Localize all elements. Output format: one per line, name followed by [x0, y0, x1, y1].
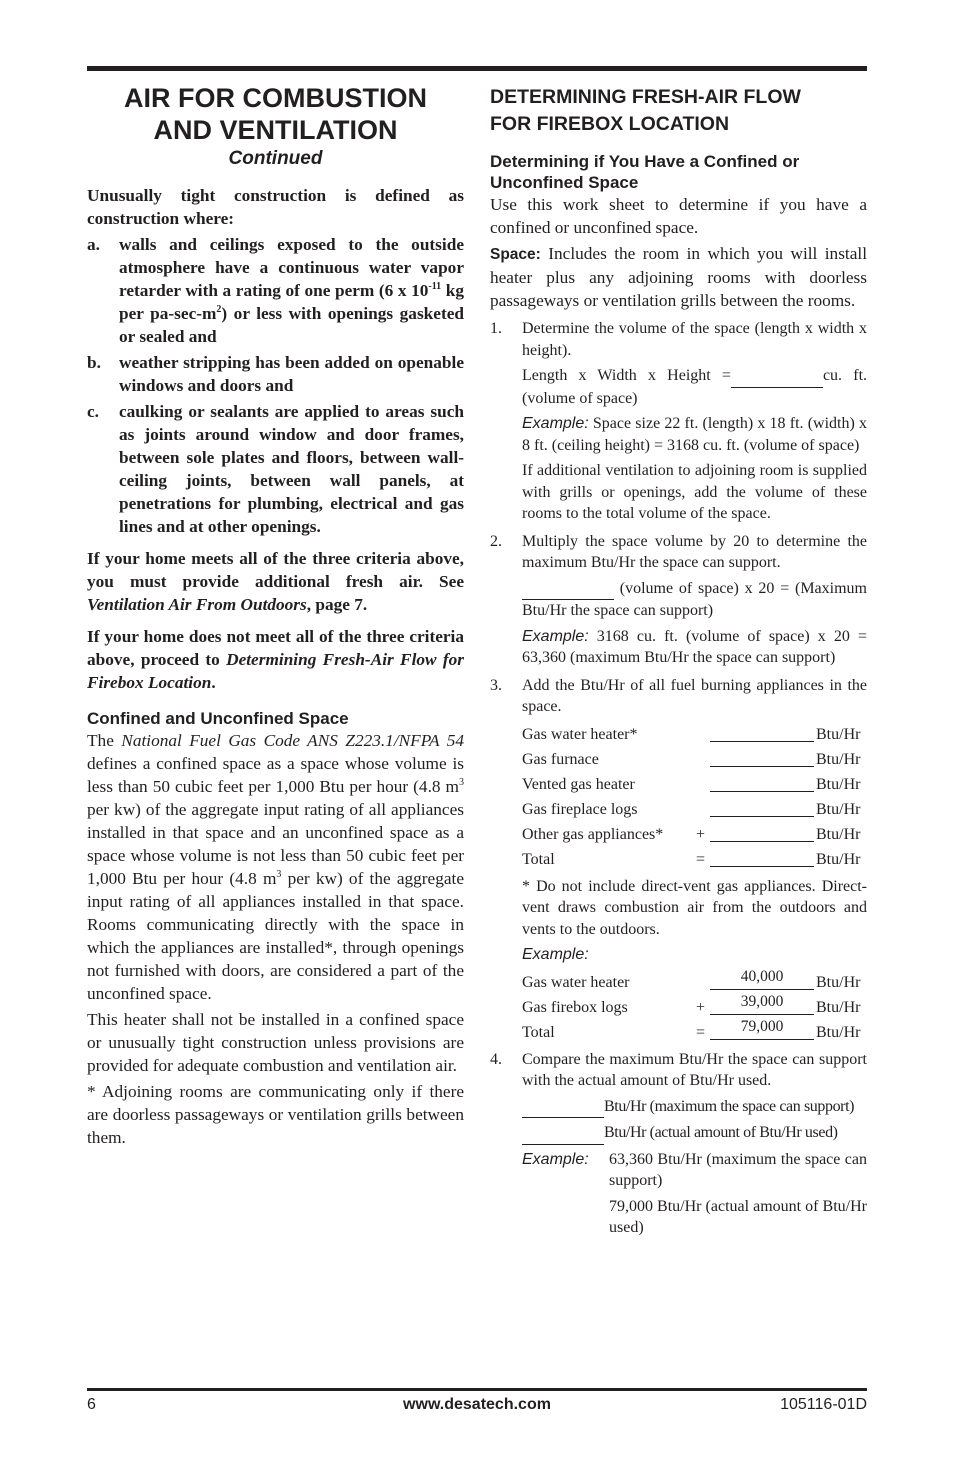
btu-value [710, 967, 814, 990]
step-text: Multiply the space volume by 20 to determine the maximum Btu/Hr the space can support. [522, 532, 867, 571]
table-row [522, 772, 867, 797]
btu-value [710, 1017, 814, 1040]
unit: Btu/Hr [816, 973, 861, 991]
installation-warning: This heater shall not be installed in a confined space or unusually tight construction unless provisions are provided for adequate combustion and ventilation air. [87, 1010, 464, 1075]
example-label: Example: [522, 1150, 589, 1168]
appliance-name: Total [522, 1023, 555, 1041]
list-item-label: a. [87, 235, 100, 254]
text: If your home does not meet all of the three criteria above, proceed to [87, 627, 464, 669]
text: Length x Width x Height = [522, 367, 731, 384]
document-number: 105116-01D [780, 1396, 867, 1413]
btu-value-text: 40,000 [740, 967, 784, 985]
example-label: Example: [522, 627, 589, 645]
section-title-line1: AIR FOR COMBUSTION [124, 83, 427, 113]
appliance-name: Gas water heater [522, 973, 630, 991]
confined-definition [87, 729, 464, 1005]
step-2-example [522, 626, 867, 669]
operator: = [696, 1023, 706, 1041]
actual-btu-blank[interactable] [522, 1122, 604, 1145]
appliance-name: Gas fireplace logs [522, 800, 638, 818]
step-number: 1. [490, 320, 502, 337]
operator: + [696, 825, 706, 843]
operator [696, 970, 710, 995]
table-row [522, 797, 867, 822]
text: Space size 22 ft. (length) x 18 ft. (width) x 8 ft. (ceiling height) = 3168 cu. ft. (volume of space) [522, 415, 867, 454]
left-column [87, 80, 464, 1149]
table-row [522, 747, 867, 772]
fresh-air-flow-reference: Determining Fresh-Air Flow for Firebox Location [87, 650, 464, 692]
page-number: 6 [87, 1396, 96, 1413]
example-actual: 79,000 Btu/Hr (actual amount of Btu/Hr used) [609, 1197, 867, 1236]
space-definition [490, 242, 867, 312]
direct-vent-note: * Do not include direct-vent gas appliances. Direct-vent draws combustion air from the outdoors and vents to the outdoors. [522, 877, 867, 938]
top-rule [87, 66, 867, 71]
operator: = [696, 850, 706, 868]
step-body [522, 531, 867, 673]
unit: Btu/Hr [816, 775, 861, 793]
btu-blank[interactable] [710, 722, 814, 742]
fresh-air-heading-line2: FOR FIREBOX LOCATION [490, 113, 730, 135]
btu-blank[interactable] [710, 822, 814, 842]
example-values [609, 1149, 867, 1243]
list-item [87, 233, 464, 348]
website-link[interactable]: www.desatech.com [403, 1396, 551, 1413]
list-item [87, 351, 464, 397]
criteria-list [87, 233, 464, 538]
meets-criteria-paragraph [87, 547, 464, 616]
text: defines a confined space as a space whose volume is less than 50 cubic feet per 1,000 Btu per hour (4.8 m [87, 754, 464, 796]
table-row [522, 1017, 867, 1045]
adjoining-rooms-note: * Adjoining rooms are communicating only if there are doorless passageways or ventilation grills between them. [87, 1082, 464, 1147]
volume-blank[interactable] [731, 365, 823, 388]
actual-btu-line [522, 1122, 867, 1145]
unit: Btu/Hr [816, 825, 861, 843]
fresh-air-heading-line1: DETERMINING FRESH-AIR FLOW [490, 86, 801, 108]
unit: Btu/Hr [816, 750, 861, 768]
table-row [522, 722, 867, 747]
btu-value-text: 79,000 [740, 1017, 784, 1035]
text: The [87, 731, 122, 750]
text: Btu/Hr (actual amount of Btu/Hr used) [604, 1124, 838, 1141]
list-item-text: caulking or sealants are applied to areas such as joints around window and door frames, between sole plates and floors, between wall-ceiling joints, between wall panels, at penetrations for plumbing, electrical and gas lines and at other openings. [119, 402, 464, 536]
step-3 [490, 675, 867, 1045]
space-label: Space: [490, 246, 541, 263]
appliance-name: Vented gas heater [522, 775, 635, 793]
step-1-example [522, 413, 867, 456]
text: (volume of space) x 20 = (Maximum Btu/Hr the space can support) [522, 579, 867, 619]
step-text: Compare the maximum Btu/Hr the space can support with the actual amount of Btu/Hr used. [522, 1050, 867, 1089]
text: If your home meets all of the three criteria above, you must provide additional fresh air. See [87, 549, 464, 591]
example-label: Example: [522, 415, 589, 432]
list-item-label: c. [87, 402, 99, 421]
btu-blank[interactable] [710, 772, 814, 792]
step-number: 3. [490, 676, 502, 694]
bottom-rule [87, 1388, 867, 1391]
btu-blank[interactable] [710, 847, 814, 867]
step-number: 4. [490, 1050, 502, 1068]
section-subtitle: Continued [228, 148, 323, 169]
step-1-note: If additional ventilation to adjoining room is supplied with grills or openings, add the volume of these rooms to the total volume of the space. [522, 462, 867, 522]
btu-blank[interactable] [710, 797, 814, 817]
confined-heading: Confined and Unconfined Space [87, 709, 349, 728]
step-body [522, 318, 867, 529]
not-meets-criteria-paragraph [87, 625, 464, 694]
table-row [522, 992, 867, 1020]
text: . [211, 673, 216, 692]
appliance-table [522, 722, 867, 872]
example-table [522, 967, 867, 1045]
appliance-name: Other gas appliances* [522, 825, 664, 843]
step-body [522, 1049, 867, 1243]
text: 3168 cu. ft. (volume of space) x 20 = 63,360 (maximum Btu/Hr the space can support) [522, 627, 867, 666]
appliance-name: Total [522, 850, 555, 868]
text: cu. ft. (volume of space) [522, 367, 868, 407]
list-item-text: walls and ceilings exposed to the outside atmosphere have a continuous water vapor retarder with a rating of one perm (6 x $10^{-11}$ kg per $pa-\sec-m^2$) or less with openings gasketed or sealed and [119, 235, 464, 346]
appliance-name: Gas water heater* [522, 725, 638, 743]
operator [696, 747, 710, 772]
text: Includes the room in which you will install heater plus any adjoining rooms with doorless passageways or ventilation grills between the rooms. [490, 244, 867, 310]
list-item-label: b. [87, 353, 101, 372]
volume-blank[interactable] [522, 578, 614, 601]
list-item [87, 400, 464, 538]
section-title-line2: AND VENTILATION [153, 115, 398, 145]
step-4 [490, 1049, 867, 1243]
unit: Btu/Hr [816, 725, 861, 743]
text: Btu/Hr (maximum the space can support) [604, 1097, 855, 1115]
table-row [522, 822, 867, 847]
footer [87, 1396, 867, 1420]
superscript: 3 [276, 869, 282, 881]
tight-construction-intro: Unusually tight construction is defined as construction where: [87, 186, 464, 228]
unit: Btu/Hr [816, 800, 861, 818]
example-max: 63,360 Btu/Hr (maximum the space can support) [609, 1150, 867, 1189]
btu-blank[interactable] [710, 747, 814, 767]
step-1 [490, 318, 867, 529]
operator [696, 772, 710, 797]
btu-value [710, 992, 814, 1015]
unit: Btu/Hr [816, 1023, 861, 1041]
operator: + [696, 998, 706, 1016]
step-4-example [522, 1149, 867, 1243]
unit: Btu/Hr [816, 850, 861, 868]
volume-formula [522, 365, 867, 409]
section-title [87, 82, 464, 146]
example-heading [522, 944, 867, 966]
btu-value-text: 39,000 [740, 992, 784, 1010]
right-column [490, 80, 867, 1243]
max-btu-blank[interactable] [522, 1096, 604, 1119]
list-item-text: weather stripping has been added on openable windows and doors and [119, 353, 464, 395]
max-btu-line [522, 1096, 867, 1119]
text: , page 7. [306, 595, 368, 614]
operator [696, 722, 710, 747]
example-label: Example: [522, 946, 589, 963]
confined-subheading: Determining if You Have a Confined or Unconfined Space [490, 152, 800, 192]
fresh-air-heading [490, 84, 867, 138]
appliance-name: Gas furnace [522, 750, 599, 768]
table-row [522, 847, 867, 872]
text: per kw) of the aggregate input rating of all appliances installed in that space. Rooms communicating directly with the space in which the appliances are installed*, through openings not furnished with doors, are considered a part of the unconfined space. [87, 869, 464, 1003]
worksheet-intro: Use this work sheet to determine if you have a confined or unconfined space. [490, 195, 867, 237]
step-number: 2. [490, 532, 502, 550]
ventilation-air-reference: Ventilation Air From Outdoors [87, 595, 307, 614]
appliance-name: Gas firebox logs [522, 998, 628, 1016]
step-text: Add the Btu/Hr of all fuel burning appliances in the space. [522, 676, 867, 715]
operator [696, 797, 710, 822]
step-text: Determine the volume of the space (length x width x height). [522, 320, 867, 359]
text: per kw) of the aggregate input rating of all appliances installed in that space and an unconfined space as a space whose volume is not less than 50 cubic feet per 1,000 Btu per hour (4.8 m [87, 800, 464, 888]
btu-formula [522, 578, 867, 622]
step-2 [490, 531, 867, 673]
table-row [522, 967, 867, 995]
step-body [522, 675, 867, 1045]
superscript: 3 [459, 777, 464, 789]
code-reference: National Fuel Gas Code ANS Z223.1/NFPA 54 [121, 731, 464, 750]
unit: Btu/Hr [816, 998, 861, 1016]
